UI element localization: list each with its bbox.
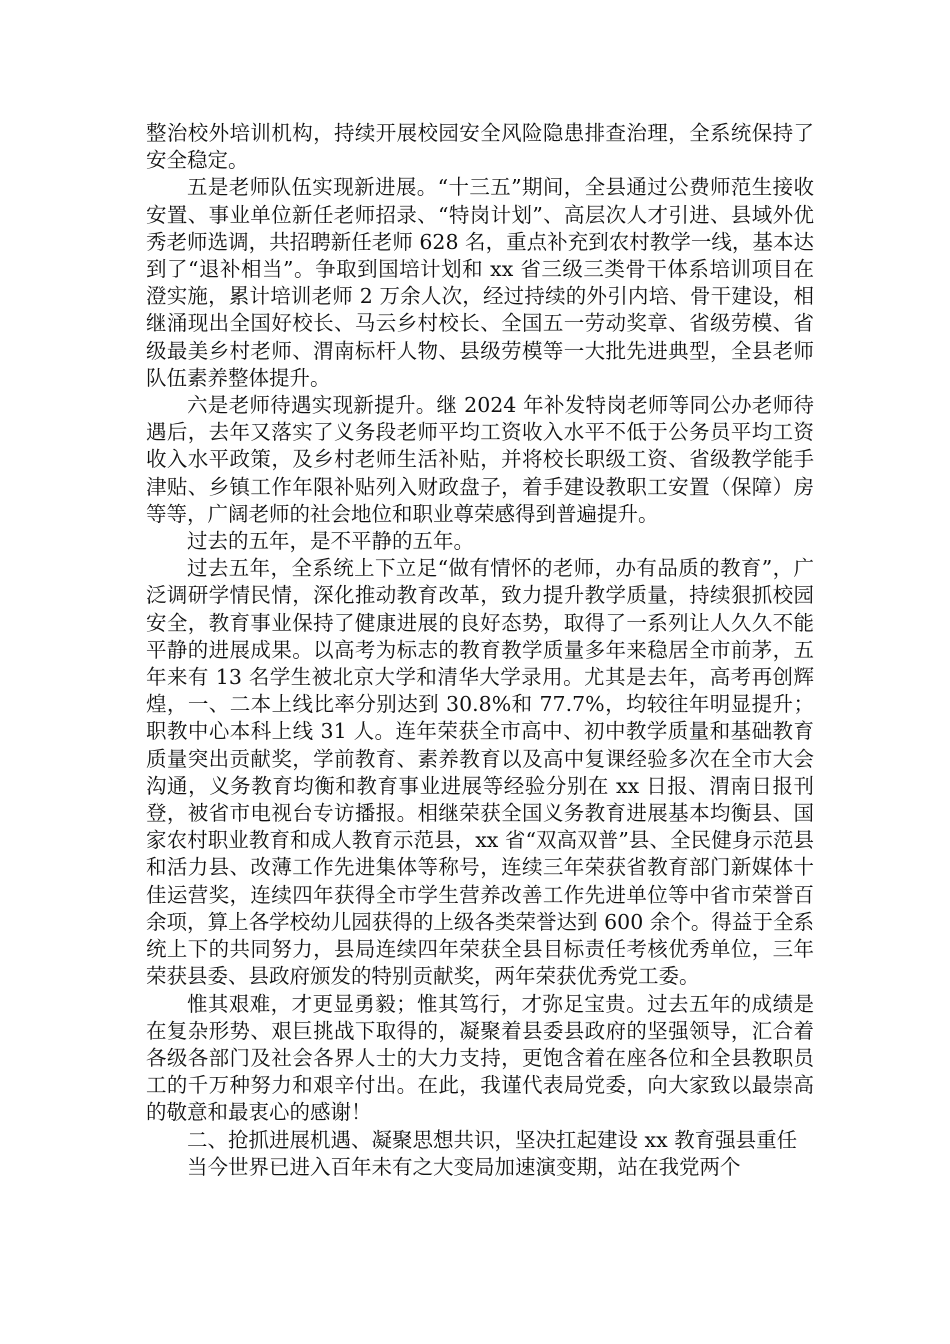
paragraph-teacher-team: 五是老师队伍实现新进展。“十三五”期间，全县通过公费师范生接收安置、事业单位新任老师招录、“特岗计划”、高层次人才引进、县域外优秀老师选调，共招聘新任老师 628 名，重点补充到农村教学一线，基本达到了“退补相当”。争取到国培计划和 xx 省三级三类骨干体系培训项目在澄实施，累计培训老师 2 万余人次，经过持续的外引内培、骨干建设，相继涌现出全国好校长、马云乡村校长、全国五一劳动奖章、省级劳模、省级最美乡村老师、渭南标杆人物、县级劳模等一大批先进典型，全县老师队伍素养整体提升。 <box>146 175 814 390</box>
paragraph-past-five-years: 过去的五年，是不平静的五年。 <box>187 529 474 554</box>
paragraph-gratitude: 惟其艰难，才更显勇毅；惟其笃行，才弥足宝贵。过去五年的成绩是在复杂形势、艰巨挑战下取得的，凝聚着县委县政府的坚强领导，汇合着各级各部门及社会各界人士的大力支持，更饱含着在座各位和全县教职员工的千万种努力和艰辛付出。在此，我谨代表局党委，向大家致以最崇高的敬意和最衷心的感谢！ <box>146 991 814 1125</box>
document-page <box>146 120 814 1181</box>
section-heading-two: 二、抢抓进展机遇、凝聚思想共识，坚决扛起建设 xx 教育强县重任 <box>187 1127 798 1152</box>
paragraph-world-change: 当今世界已进入百年未有之大变局加速演变期，站在我党两个 <box>187 1154 741 1179</box>
paragraph-continuation: 整治校外培训机构，持续开展校园安全风险隐患排查治理，全系统保持了安全稳定。 <box>146 121 814 173</box>
paragraph-achievements: 过去五年，全系统上下立足“做有情怀的老师，办有品质的教育”，广泛调研学情民情，深化推动教育改革，致力提升教学质量，持续狠抓校园安全，教育事业保持了健康进展的良好态势，取得了一系列让人久久不能平静的进展成果。以高考为标志的教育教学质量多年来稳居全市前茅，五年来有 13 名学生被北京大学和清华大学录用。尤其是去年，高考再创辉煌，一、二本上线比率分别达到 30.8%和 77.7%，均较往年明显提升；职教中心本科上线 31 人。连年荣获全市高中、初中教学质量和基础教育质量突出贡献奖，学前教育、素养教育以及高中复课经验多次在全市大会沟通，义务教育均衡和教育事业进展等经验分别在 xx 日报、渭南日报刊登，被省市电视台专访播报。相继荣获全国义务教育进展基本均衡县、国家农村职业教育和成人教育示范县，xx 省“双高双普”县、全民健身示范县和活力县、改薄工作先进集体等称号，连续三年荣获省教育部门新媒体十佳运营奖，连续四年获得全市学生营养改善工作先进单位等中省市荣誉百余项，算上各学校幼儿园获得的上级各类荣誉达到 600 余个。得益于全系统上下的共同努力，县局连续四年荣获全县目标责任考核优秀单位，三年荣获县委、县政府颁发的特别贡献奖，两年荣获优秀党工委。 <box>146 556 814 989</box>
paragraph-teacher-benefits: 六是老师待遇实现新提升。继 2024 年补发特岗老师等同公办老师待遇后，去年又落实了义务段老师平均工资收入水平不低于公务员平均工资收入水平政策，及乡村老师生活补贴，并将校长职级工资、省级教学能手津贴、乡镇工作年限补贴列入财政盘子，着手建设教职工安置（保障）房等等，广阔老师的社会地位和职业尊荣感得到普遍提升。 <box>146 393 814 526</box>
